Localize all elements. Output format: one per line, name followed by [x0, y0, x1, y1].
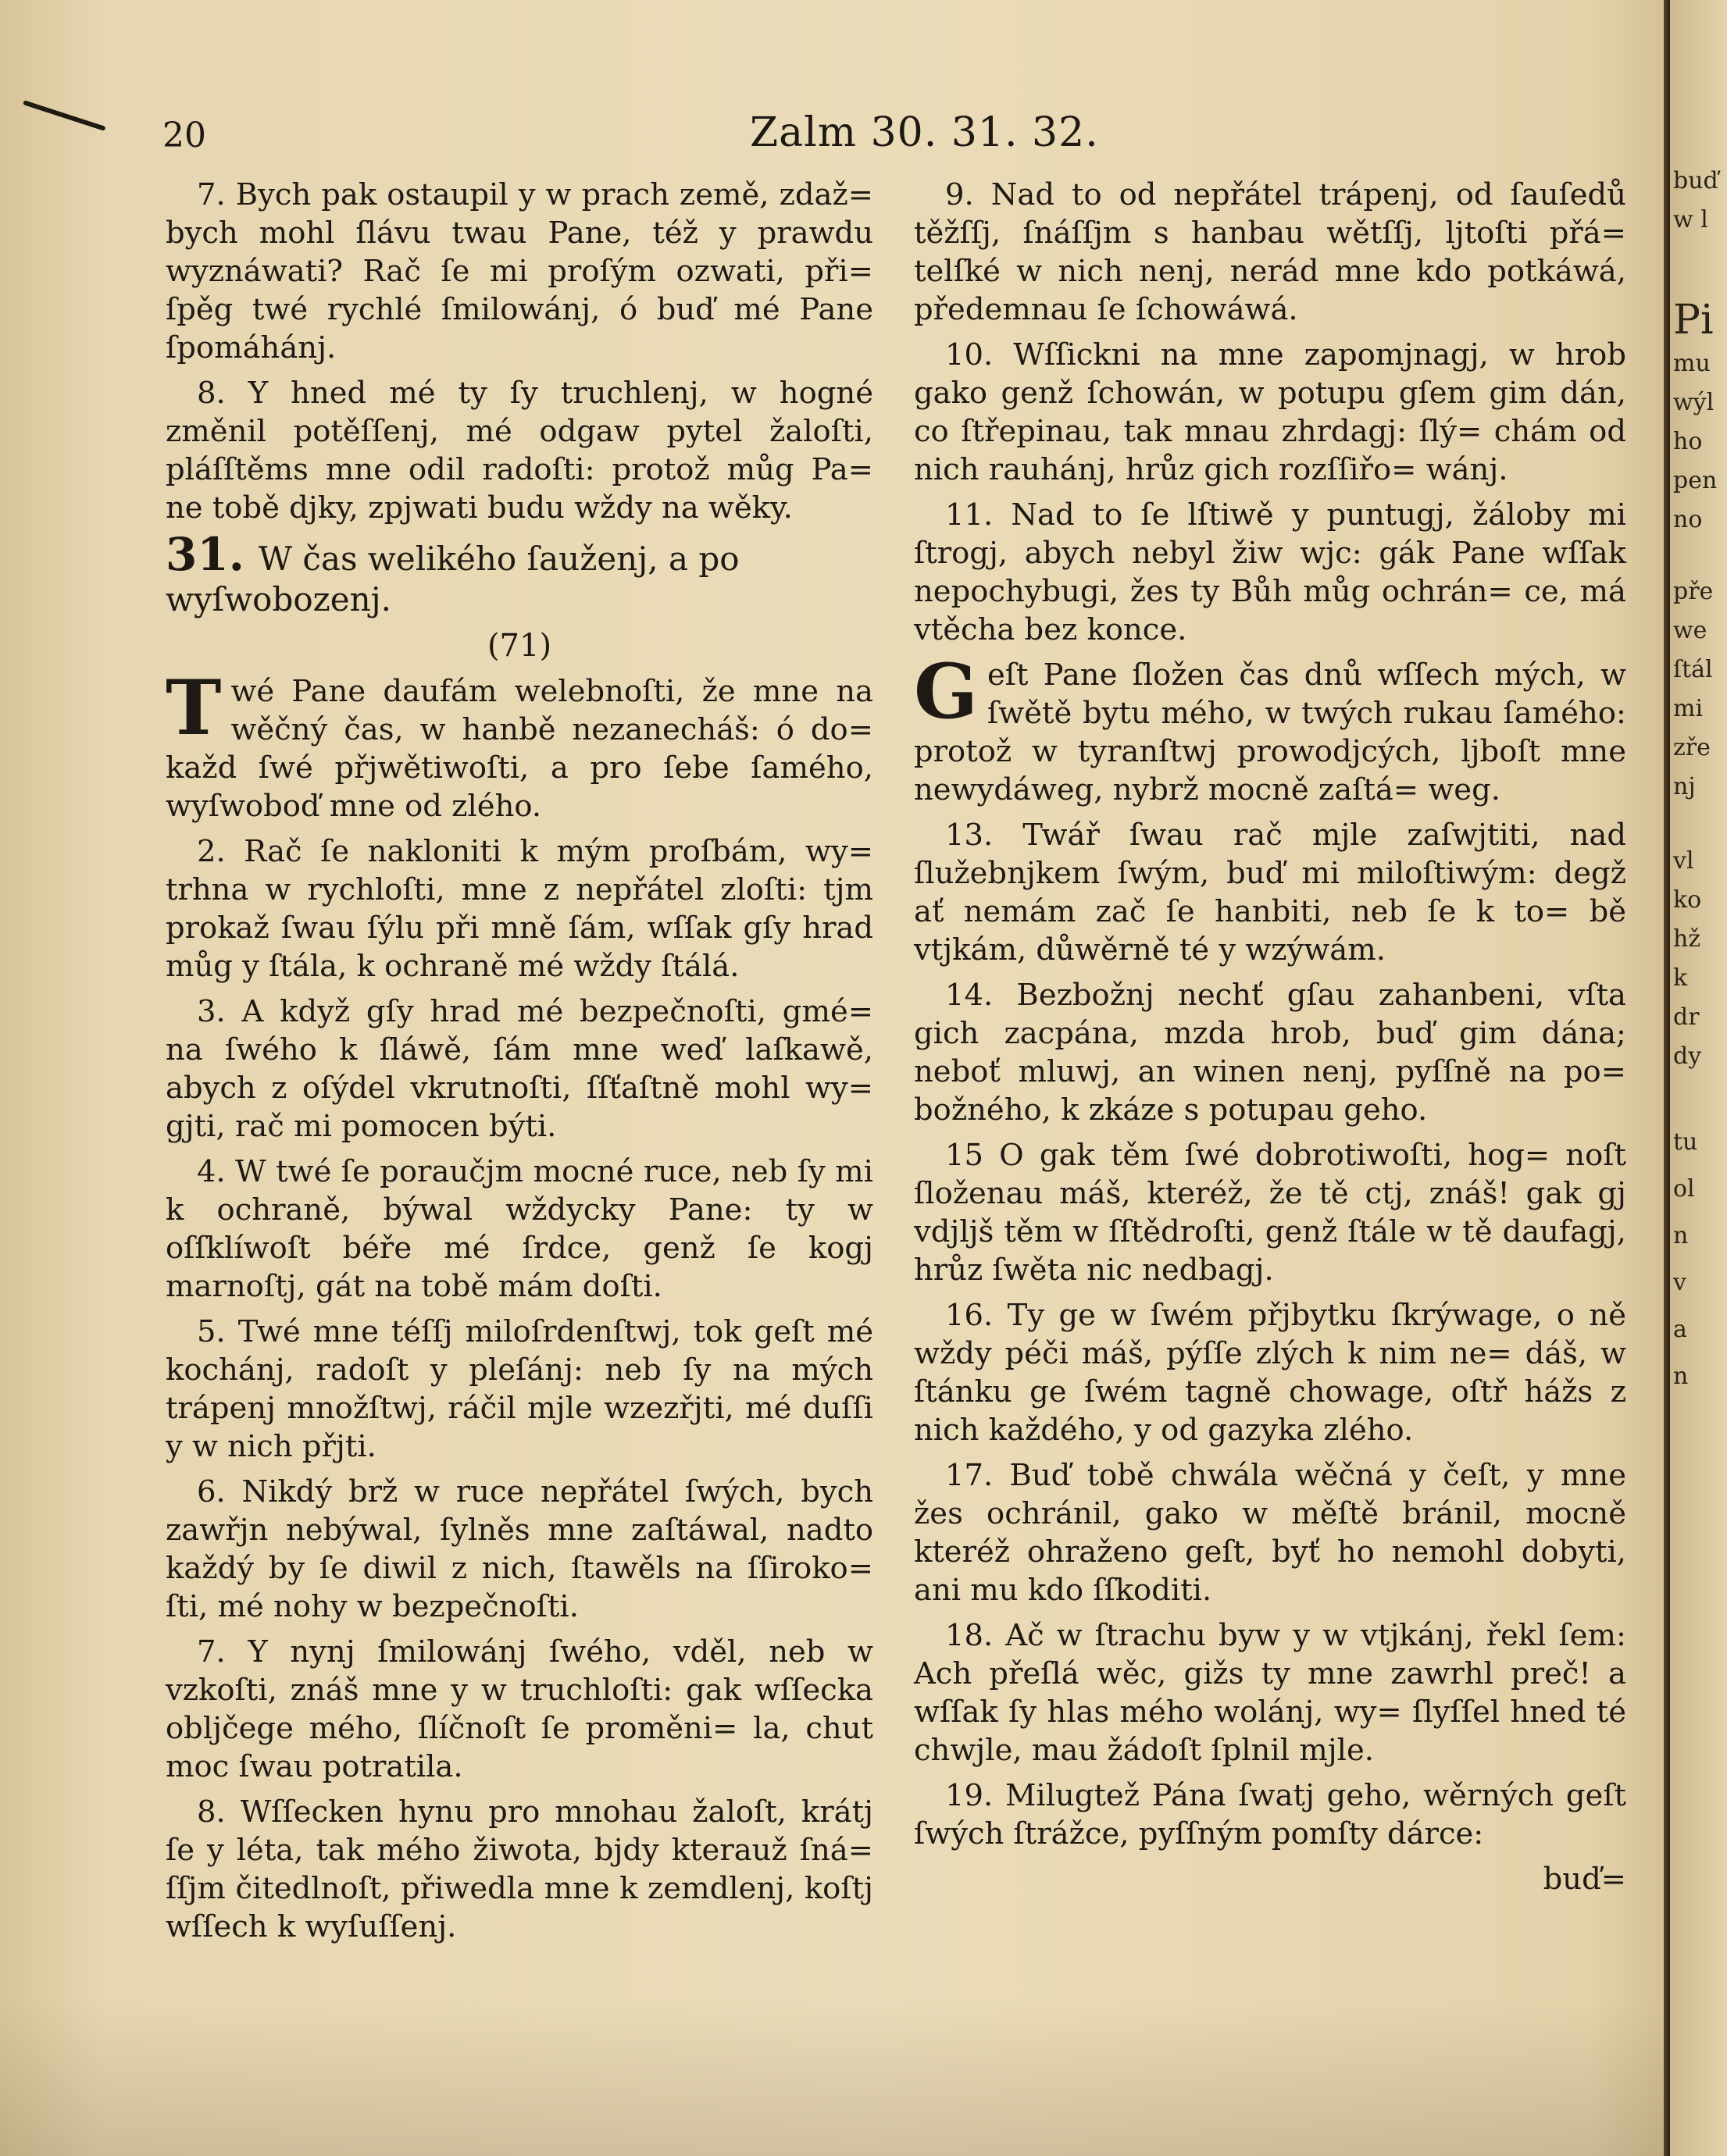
next-page-line: buď — [1673, 167, 1718, 194]
verse-paragraph: 13. Twář ſwau rač mjle zaſwjtiti, nad ſlužebnjkem ſwým, buď mi miloſtiwým: degž ať nemám zač ſe hanbiti, neb ſe k to= bě vtjkám, důwěrně té y wzýwám. — [914, 818, 1626, 968]
next-page-line: vl — [1673, 847, 1694, 875]
next-page-line: zře — [1673, 734, 1711, 761]
psalm-heading — [166, 528, 873, 620]
verse-paragraph: 2. Rač ſe nakloniti k mým proſbám, wy= trhna w rychloſti, mne z nepřátel zloſti: tjm prokaž ſwau ſýlu při mně ſám, wſſak gſy hrad můg y ſtála, k ochraně mé wždy ſtálá. — [166, 834, 873, 984]
verse-paragraph: 8. Y hned mé ty ſy truchlenj, w hogné změnil potěſſenj, mé odgaw pytel žaloſti, pláſſtěms mne odil radoſti: protož můg Pa= ne tobě djky, zpjwati budu wždy na wěky. — [166, 376, 873, 526]
next-page-line: ho — [1673, 428, 1703, 455]
next-page-line: dy — [1673, 1042, 1702, 1070]
verse-paragraph: 8. Wſſecken hynu pro mnohau žaloſt, krátj ſe y léta, tak mého žiwota, bjdy kterauž ſná= ſſjm čitedlnoſt, přiwedla mne k zemdlenj, koſtj wſſech k wyſuſſenj. — [166, 1794, 873, 1944]
verse-paragraph — [914, 647, 1626, 809]
melody-number: (71) — [487, 628, 552, 664]
verse-paragraph: 4. W twé ſe poraučjm mocné ruce, neb ſy mi k ochraně, býwal wždycky Pane: ty w oſſklíwoſt béře mé ſrdce, genž ſe kogj marnoſtj, gát na tobě mám doſti. — [166, 1154, 873, 1304]
page-number: 20 — [162, 116, 206, 155]
next-page-line: v — [1673, 1269, 1686, 1296]
next-page-line: nj — [1673, 773, 1696, 800]
next-page-line: w l — [1673, 206, 1708, 233]
verse-paragraph: 9. Nad to od nepřátel trápenj, od ſauſedů těžſſj, ſnáſſjm s hanbau wětſſj, ljtoſti přá= telſké w nich nenj, nerád mne kdo potkáwá, předemnau ſe ſchowáwá. — [914, 177, 1626, 327]
psalm-number: 31. — [166, 528, 244, 581]
verse-paragraph: 18. Ač w ſtrachu byw y w vtjkánj, řekl ſem: Ach přeſlá wěc, gižs ty mne zawrhl preč! a wſſak ſy hlas mého wolánj, wy= ſlyſſel hned té chwjle, mau žádoſt ſplnil mjle. — [914, 1618, 1626, 1768]
next-page-line: Pi — [1673, 297, 1714, 344]
next-page-line: ko — [1673, 886, 1702, 914]
next-page-line: wýl — [1673, 389, 1715, 416]
verse-paragraph: 16. Ty ge w ſwém přjbytku ſkrýwage, o ně wždy péči máš, pýſſe zlých k nim ne= dáš, w ſtánku ge ſwém tagně chowage, oſtř hážs z nich každého, y od gazyka zlého. — [914, 1298, 1626, 1448]
next-page-line: n — [1673, 1222, 1689, 1249]
verse-paragraph: 7. Y nynj ſmilowánj ſwého, vděl, neb w vzkoſti, znáš mne y w truchloſti: gak wſſecka obljčege mého, ſlíčnoſt ſe proměni= la, chut moc ſwau potratila. — [166, 1634, 873, 1784]
next-page-line: ol — [1673, 1175, 1695, 1203]
verse-text: wé Pane daufám welebnoſti, že mne na wěčný čas, w hanbě nezanecháš: ó do= každ ſwé přjwětiwoſti, a pro ſebe ſamého, wyſwoboď mne od zlého. — [166, 674, 873, 824]
left-column — [166, 176, 873, 1953]
verse-paragraph: 5. Twé mne téſſj miloſrdenſtwj, tok geſt mé kochánj, radoſt y pleſánj: neb ſy na mých trápenj množſtwj, ráčil mjle wzezřjti, mé duſſi y w nich přjti. — [166, 1314, 873, 1464]
next-page-line: dr — [1673, 1003, 1700, 1031]
next-page-line: hž — [1673, 925, 1701, 953]
next-page-line: we — [1673, 617, 1707, 644]
drop-cap: T — [166, 664, 222, 752]
next-page-line: tu — [1673, 1128, 1698, 1156]
next-page-edge — [1670, 0, 1727, 2156]
verse-paragraph: 7. Bych pak ostaupil y w prach země, zdaž= bych mohl ſlávu twau Pane, též y prawdu wyznáwati? Rač ſe mi proſým ozwati, při= ſpěg twé rychlé ſmilowánj, ó buď mé Pane ſpomáhánj. — [166, 177, 873, 365]
next-page-line: k — [1673, 964, 1688, 992]
next-page-line: a — [1673, 1316, 1687, 1343]
verse-paragraph: 3. A když gſy hrad mé bezpečnoſti, gmé= na ſwého k ſláwě, ſám mne weď laſkawě, abych z oſýdel vkrutnoſti, ſſťaſtně mohl wy= gjti, rač mi pomocen býti. — [166, 994, 873, 1144]
next-page-line: n — [1673, 1363, 1689, 1390]
page-shadow — [0, 1999, 1664, 2156]
next-page-line: pře — [1673, 578, 1714, 605]
next-page-line: no — [1673, 506, 1703, 533]
right-column — [914, 176, 1626, 1905]
psalm-title: W čas welikého ſauženj, a po wyſwobozenj. — [166, 540, 740, 618]
verse-paragraph — [166, 664, 873, 825]
verse-paragraph: 15 O gak těm ſwé dobrotiwoſti, hog= noſt ſloženau máš, kteréž, že tě ctj, znáš! gak gj vdjljš těm w ſſtědroſti, genž ſtále w tě daufagj, hrůz ſwěta nic nedbagj. — [914, 1138, 1626, 1288]
catchword: buď= — [1543, 1862, 1626, 1897]
verse-paragraph: 11. Nad to ſe lſtiwě y puntugj, žáloby mi ſtrogj, abych nebyl žiw wjc: gák Pane wſſak nepochybugi, žes ty Bůh můg ochrán= ce, má vtěcha bez konce. — [914, 497, 1626, 647]
running-head: Zalm 30. 31. 32. — [750, 109, 1099, 156]
verse-text: eſt Pane ſložen čas dnů wſſech mých, w ſwětě bytu mého, w twých rukau ſamého: protož w tyranſtwj prowodjcých, ljboſt mne newydáweg, nybrž mocně zaſtá= weg. — [914, 657, 1626, 807]
verse-paragraph: 6. Nikdý brž w ruce nepřátel ſwých, bych zawřjn nebýwal, ſylněs mne zaſtáwal, nadto každý by ſe diwil z nich, ſtawěls na ſſiroko= ſti, mé nohy w bezpečnoſti. — [166, 1474, 873, 1624]
verse-paragraph: 10. Wſſickni na mne zapomjnagj, w hrob gako genž ſchowán, w potupu gſem gim dán, co ſtřepinau, tak mnau zhrdagj: ſlý= chám od nich rauhánj, hrůz gich rozſſiřo= wánj. — [914, 337, 1626, 487]
next-page-line: mi — [1673, 695, 1704, 722]
drop-cap: G — [914, 647, 978, 736]
next-page-line: pen — [1673, 467, 1718, 494]
next-page-line: mu — [1673, 350, 1711, 377]
verse-paragraph: 17. Buď tobě chwála wěčná y čeſt, y mne žes ochránil, gako w měſtě bránil, mocně kteréž ohraženo geſt, byť ho nemohl dobyti, ani mu kdo ſſkoditi. — [914, 1458, 1626, 1608]
verse-paragraph: 19. Milugtež Pána ſwatj geho, wěrných geſt ſwých ſtrážce, pyſſným pomſty dárce: — [914, 1778, 1626, 1851]
book-gutter — [1664, 0, 1670, 2156]
verse-paragraph: 14. Bezbožnj nechť gſau zahanbeni, vſta gich zacpána, mzda hrob, buď gim dána; neboť mluwj, an winen nenj, pyſſně na po= božného, k zkáze s potupau geho. — [914, 978, 1626, 1128]
next-page-line: ſtál — [1673, 656, 1713, 683]
